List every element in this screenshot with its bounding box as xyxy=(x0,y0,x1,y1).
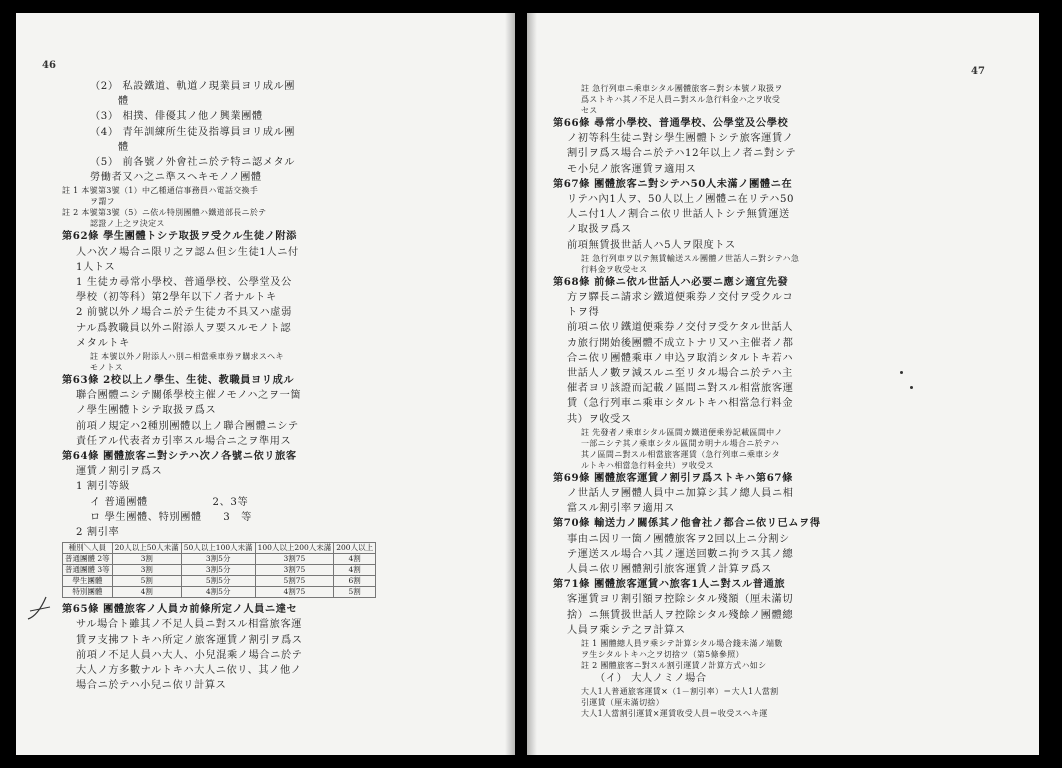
text-line: 1 割引等級 xyxy=(76,481,131,493)
table-cell: 5割5分 xyxy=(181,576,255,587)
text-line: （3） 相撲、俳優其ノ他ノ興業團體 xyxy=(90,111,263,123)
text-line: 前項ニ依リ鐵道便乘券ノ交付ヲ受ケタル世話人 xyxy=(567,322,794,334)
table-cell: 3割75 xyxy=(255,565,334,576)
text-line: 大人1人當割引運賃×運賃收受人員＝收受スヘキ運 xyxy=(581,709,768,719)
text-line: 割引ヲ爲ス場合ニ於テハ12年以上ノ者ニ對シテ xyxy=(567,148,797,160)
text-line: 註 2 團體旅客ニ對スル割引運賃ノ計算方式ハ如シ xyxy=(581,661,767,671)
text-line: 場合ニ於テハ小兒ニ依リ計算ス xyxy=(76,680,227,692)
text-line: 第67條 團體旅客ニ對シテハ50人未滿ノ團體ニ在 xyxy=(553,177,793,190)
speck xyxy=(900,371,903,374)
text-line: カ旅行開始後團體不成立トナリ又ハ主催者ノ都 xyxy=(567,337,794,349)
rate-heading: 2 割引率 xyxy=(76,527,120,539)
text-line: 學校（初等科）第2學年以下ノ者ナルトキ xyxy=(76,292,277,304)
text-line: 聯合團體ニシテ關係學校主催ノモノハ之ヲ一箇 xyxy=(76,390,302,402)
table-cell: 普通團體 3等 xyxy=(63,565,113,576)
text-line: 第62條 學生團體トシテ取扱ヲ受クル生徒ノ附添 xyxy=(62,230,297,243)
text-line: リテハ內1人ヲ、50人以上ノ團體ニ在リテハ50 xyxy=(567,194,795,206)
left-page xyxy=(16,13,515,755)
table-header-cell: 200人以上 xyxy=(334,543,376,554)
text-line: ノ初等科生徒ニ對シ學生團體トシテ旅客運賃ノ xyxy=(567,133,794,145)
text-line: 賃（急行列車ニ乘車シタルトキハ相當急行料金 xyxy=(567,398,794,410)
table-cell: 5割 xyxy=(112,576,181,587)
speck xyxy=(910,386,913,389)
table-header-row xyxy=(63,543,376,554)
table-row xyxy=(63,565,376,576)
table-cell: 4割 xyxy=(334,554,376,565)
text-line: （4） 青年訓練所生徒及指導員ヨリ成ル團 xyxy=(90,126,296,138)
text-line: 體 xyxy=(118,141,129,153)
gutter-shadow xyxy=(505,13,515,755)
text-line: 爲ストキハ其ノ不足人員ニ對スル急行料金ハ之ヲ收受 xyxy=(581,95,781,104)
text-line: 註 急行列車ニ乘車シタル團體旅客ニ對シ本號ノ取扱ヲ xyxy=(581,84,783,93)
text-line: （5） 前各號ノ外會社ニ於テ特ニ認メタル xyxy=(90,157,296,169)
text-line: 註 急行列車ヲ以テ無賃輸送スル團體ノ世話人ニ對シテハ急 xyxy=(581,253,800,263)
table-cell: 3割5分 xyxy=(181,554,255,565)
text-line: 事由ニ因リ一箇ノ團體旅客ヲ2回以上ニ分割シ xyxy=(567,533,790,545)
table-cell: 5割75 xyxy=(255,576,334,587)
text-line: 催者ヨリ該證而記載ノ區間ニ對スル相當旅客運 xyxy=(567,383,794,395)
table-cell: 4割5分 xyxy=(181,587,255,598)
page-number: 47 xyxy=(971,66,985,77)
text-line: 賃ヲ支拂フトキハ所定ノ旅客運賃ノ割引ヲ爲ス xyxy=(76,634,303,646)
text-line: 認證ノ上之ヲ決定ス xyxy=(90,219,165,229)
text-line: ヲ生シタルトキハ之ヲ切捨ツ（第5條參照） xyxy=(581,650,744,660)
handwritten-margin-mark xyxy=(26,593,54,623)
text-line: メタルトキ xyxy=(76,337,130,349)
text-line: 1人トス xyxy=(76,261,116,273)
table-header-cell: 100人以上200人未滿 xyxy=(255,543,334,554)
text-line: 其ノ區間ニ對スル相當旅客運賃（急行列車ニ乘車シタ xyxy=(581,449,780,459)
text-line: 人員ヲ乘シテ之ヲ計算ス xyxy=(567,624,686,636)
text-line: ノ取扱ヲ爲ス xyxy=(567,224,632,236)
table-header-cell: 50人以上100人未滿 xyxy=(181,543,255,554)
table-cell: 普通團體 2等 xyxy=(63,554,113,565)
text-line: 當スル割引率ヲ適用ス xyxy=(567,503,675,515)
right-text-column xyxy=(553,83,973,719)
text-line: 註 先發者ノ乘車シタル區間カ鐵道便乘券記載區間中ノ xyxy=(581,427,783,437)
text-line: 體 xyxy=(118,96,129,108)
text-line: 第65條 團體旅客ノ人員カ前條所定ノ人員ニ達セ xyxy=(62,603,298,616)
text-line: 一部ニシテ其ノ乘車シタル區間カ明ナル場合ニ於テハ xyxy=(581,438,779,448)
text-line: 2 前號以外ノ場合ニ於テ生徒カ不具又ハ虚弱 xyxy=(76,307,292,319)
gutter-shadow xyxy=(527,13,537,755)
text-line: 註 本號以外ノ附添人ハ別ニ相當乘車券ヲ購求スヘキ xyxy=(90,352,284,362)
table-cell: 特別團體 xyxy=(63,587,113,598)
text-line: （2） 私設鐵道、軌道ノ現業員ヨリ成ル團 xyxy=(90,81,296,92)
table-cell: 4割75 xyxy=(255,587,334,598)
text-line: 世話人ノ數ヲ減スルニ至リタル場合ニ於テハ主 xyxy=(567,368,793,380)
text-line: ノ世話人ヲ團體人員中ニ加算シ其ノ總人員ニ相 xyxy=(567,488,794,500)
text-line: モ小兒ノ旅客運賃ヲ適用ス xyxy=(567,163,697,175)
table-cell: 學生團體 xyxy=(63,576,113,587)
text-line: 引運賃（厘未滿切捨） xyxy=(581,698,664,708)
text-line: 捨）ニ無賃扱世話人ヲ控除シタル殘餘ノ團體總 xyxy=(567,609,794,621)
text-line: 運賃ノ割引ヲ爲ス xyxy=(76,466,163,478)
text-line: ロ 學生團體、特別團體 3 等 xyxy=(90,511,252,523)
text-line: 方ヲ驛長ニ請求シ鐵道便乘券ノ交付ヲ受クルコ xyxy=(567,292,794,304)
text-line: （イ） 大人ノミノ場合 xyxy=(595,673,707,685)
table-cell: 3割 xyxy=(112,565,181,576)
table-cell: 3割75 xyxy=(255,554,334,565)
right-page xyxy=(527,13,1039,755)
text-line: 註 2 本號第3號（5）ニ依ル特別團體ハ鐵道部長ニ於テ xyxy=(62,208,267,218)
text-line: 第70條 輸送力ノ關係其ノ他會社ノ都合ニ依リ已ムヲ得 xyxy=(553,517,821,530)
text-line: 前項ノ不足人員ハ大人、小兒混乘ノ場合ニ於テ xyxy=(76,649,303,661)
text-line: 人員ニ依リ團體割引旅客運賃ノ計算ヲ爲ス xyxy=(567,564,772,576)
table-cell: 4割 xyxy=(112,587,181,598)
text-line: 合ニ依リ團體乘車ノ申込ヲ取消シタルトキ若ハ xyxy=(567,352,794,364)
text-line: セス xyxy=(581,106,598,115)
table-cell: 3割5分 xyxy=(181,565,255,576)
table-row xyxy=(63,587,376,598)
text-line: 人ニ付1人ノ割合ニ依リ世話人トシテ無賃運送 xyxy=(567,209,790,221)
text-line: 客運賃ヨリ割引額ヲ控除シタル殘額（厘未滿切 xyxy=(567,594,794,606)
text-line: ナル爲教職員以外ニ附添人ヲ要スルモノト認 xyxy=(76,322,292,334)
text-line: 第68條 前條ニ依ル世話人ハ必要ニ應シ適宜先發 xyxy=(553,275,789,288)
text-line: 1 生徒カ尋常小學校、普通學校、公學堂及公 xyxy=(76,277,292,289)
text-line: 行料金ヲ收受セス xyxy=(581,264,648,274)
text-line: 第71條 團體旅客運賃ハ旅客1人ニ對スル普通旅 xyxy=(553,578,786,591)
text-line: 第64條 團體旅客ニ對シテハ次ノ各號ニ依リ旅客 xyxy=(62,450,297,463)
text-line: 責任アル代表者カ引率スル場合ニ之ヲ準用ス xyxy=(76,435,292,447)
text-line: 註 1 本號第3號（1）中乙種通信事務員ハ電話交換手 xyxy=(62,186,259,196)
text-line: 註 1 團體總人員ヲ乘シテ計算シタル場合錢未滿ノ端數 xyxy=(581,639,783,649)
text-line: ヲ謂フ xyxy=(90,197,115,207)
left-text-column xyxy=(62,79,502,694)
text-line: トヲ得 xyxy=(567,307,600,319)
text-line: 大人1人普通旅客運賃×（1－割引率）＝大人1人當割 xyxy=(581,687,779,697)
text-line: 共）ヲ收受ス xyxy=(567,413,632,425)
table-row xyxy=(63,576,376,587)
text-line: 第66條 尋常小學校、普通學校、公學堂及公學校 xyxy=(553,117,789,129)
table-cell: 4割 xyxy=(334,565,376,576)
text-line: 第69條 團體旅客運賃ノ割引ヲ爲ストキハ第67條 xyxy=(553,471,793,484)
text-line: 前項無賃扱世話人ハ5人ヲ限度トス xyxy=(567,239,736,251)
text-line: イ 普通團體 2、3等 xyxy=(90,496,249,508)
table-row xyxy=(63,554,376,565)
text-line: ルトキハ相當急行料金共）ヲ收受ス xyxy=(581,460,714,470)
text-line: 大人ノ方多數ナルトキハ大人ニ依リ、其ノ他ノ xyxy=(76,665,302,677)
discount-rate-table xyxy=(62,542,376,598)
text-line: 人ハ次ノ場合ニ限リ之ヲ認ム但シ生徒1人ニ付 xyxy=(76,246,299,258)
text-line: モノトス xyxy=(90,363,124,373)
table-cell: 6割 xyxy=(334,576,376,587)
text-line: 勞働者又ハ之ニ準スヘキモノノ團體 xyxy=(90,172,262,184)
text-line: ノ學生團體トシテ取扱ヲ爲ス xyxy=(76,405,217,417)
text-line: サル場合ト雖其ノ不足人員ニ對スル相當旅客運 xyxy=(76,619,303,631)
text-line: 前項ノ規定ハ2種別團體以上ノ聯合團體ニシテ xyxy=(76,420,299,432)
table-header-cell: 20人以上50人未滿 xyxy=(112,543,181,554)
table-header-cell: 種別＼人員 xyxy=(63,543,113,554)
page-number: 46 xyxy=(42,60,56,71)
table-cell: 5割 xyxy=(334,587,376,598)
table-cell: 3割 xyxy=(112,554,181,565)
text-line: テ運送スル場合ハ其ノ運送回數ニ拘ラス其ノ總 xyxy=(567,548,794,560)
text-line: 第63條 2校以上ノ學生、生徒、教職員ヨリ成ル xyxy=(62,374,295,387)
